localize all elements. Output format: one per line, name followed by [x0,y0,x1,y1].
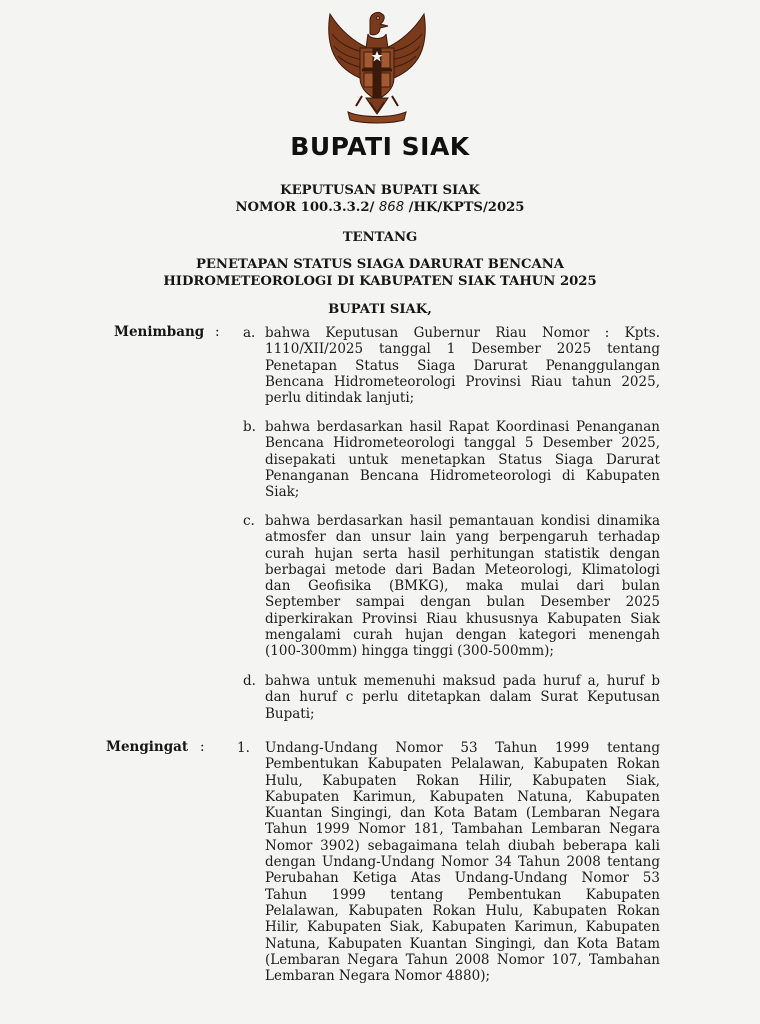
text-line: Hulu, Kabupaten Rokan Hilir, Kabupaten Siak, [265,772,660,789]
text-line: dan huruf c perlu ditetapkan dalam Surat Keputusan [265,689,660,706]
considering-marker-a: a. [243,325,256,341]
considering-item-d [265,673,660,722]
text-line: Tahun 1999 tentang Pembentukan Kabupaten [265,886,660,903]
recalling-label: Mengingat [106,739,189,755]
text-line: Penetapan Status Siaga Darurat Penanggulangan [265,357,660,374]
considering-colon: : [215,324,220,340]
issuer-line: BUPATI SIAK, [328,302,432,317]
text-line: (Lembaran Negara Tahun 2008 Nomor 107, Tambahan [265,951,660,968]
about-heading: TENTANG [342,230,418,245]
decree-number [0,199,760,216]
text-line: Natuna, Kabupaten Kuantan Singingi, dan Kota Batam [265,935,660,952]
text-line: Kabupaten Karimun, Kabupaten Natuna, Kabupaten [265,788,660,805]
decree-title: KEPUTUSAN BUPATI SIAK [280,183,480,198]
text-line: September sampai dengan bulan Desember 2025 [265,594,660,611]
considering-marker-c: c. [243,513,255,529]
decree-number-handwritten: 868 [378,200,405,215]
garuda-emblem-icon [318,8,436,124]
text-line: Tahun 1999 Nomor 181, Tambahan Lembaran Negara [265,821,660,838]
text-line: Bupati; [265,705,315,722]
text-line: berbagai metode dari Badan Meteorologi, Klimatologi [265,561,660,578]
text-line: dengan Undang-Undang Nomor 34 Tahun 2008 tentang [265,854,660,871]
subject-line-1: PENETAPAN STATUS SIAGA DARURAT BENCANA [195,257,565,272]
text-line: Bencana Hidrometeorologi Provinsi Riau tahun 2025, [265,373,660,390]
considering-marker-b: b. [243,419,256,435]
text-line: 1110/XII/2025 tanggal 1 Desember 2025 tentang [265,341,660,358]
text-line: Hilir, Kabupaten Siak, Kabupaten Karimun, Kabupaten [265,919,660,936]
text-line: Pelalawan, Kabupaten Rokan Hulu, Kabupaten Rokan [265,902,660,919]
text-line: dan Geofisika (BMKG), maka mulai dari bulan [265,578,660,595]
text-line: Kuantan Singingi, dan Kota Batam (Lembaran Negara [265,805,660,822]
text-line: Undang-Undang Nomor 53 Tahun 1999 tentang [265,740,660,756]
regent-title: BUPATI SIAK [290,132,470,161]
text-line: perlu ditindak lanjuti; [265,390,415,407]
text-line: bahwa Keputusan Gubernur Riau Nomor : Kpts. [265,325,660,341]
recalling-colon: : [200,739,205,755]
text-line: atmosfer dan unsur lain yang berpengaruh terhadap [265,529,660,546]
text-line: Bencana Hidrometeorologi tanggal 5 Desember 2025, [265,435,660,452]
considering-item-c [265,513,660,660]
text-line: Nomor 3902) sebagaimana telah diubah beberapa kali [265,837,660,854]
text-line: curah hujan serta hasil perhitungan statistik dengan [265,545,660,562]
considering-label: Menimbang [114,324,205,340]
text-line: Siak; [265,484,300,501]
considering-item-b [265,419,660,500]
considering-item-a [265,325,660,406]
text-line: (100-300mm) hingga tinggi (300-500mm); [265,643,554,660]
text-line: mengalami curah hujan dengan kategori menengah [265,627,660,644]
recalling-marker-1: 1. [237,740,250,756]
decree-number-prefix: NOMOR 100.3.3.2/ [235,200,379,215]
text-line: diperkirakan Provinsi Riau khususnya Kabupaten Siak [265,610,660,627]
text-line: Pembentukan Kabupaten Pelalawan, Kabupaten Rokan [265,756,660,773]
text-line: Penanganan Bencana Hidrometeorologi di Kabupaten [265,467,660,484]
text-line: bahwa berdasarkan hasil pemantauan kondisi dinamika [265,513,660,529]
text-line: Lembaran Negara Nomor 4880); [265,968,491,985]
recalling-item-1 [265,740,660,984]
text-line: bahwa berdasarkan hasil Rapat Koordinasi Penanganan [265,419,660,435]
subject-line-2: HIDROMETEOROLOGI DI KABUPATEN SIAK TAHUN 2025 [163,274,597,289]
considering-marker-d: d. [243,673,256,689]
text-line: disepakati untuk menetapkan Status Siaga Darurat [265,451,660,468]
text-line: Perubahan Ketiga Atas Undang-Undang Nomor 53 [265,870,660,887]
text-line: bahwa untuk memenuhi maksud pada huruf a, huruf b [265,673,660,689]
decree-number-suffix: /HK/KPTS/2025 [404,200,525,215]
